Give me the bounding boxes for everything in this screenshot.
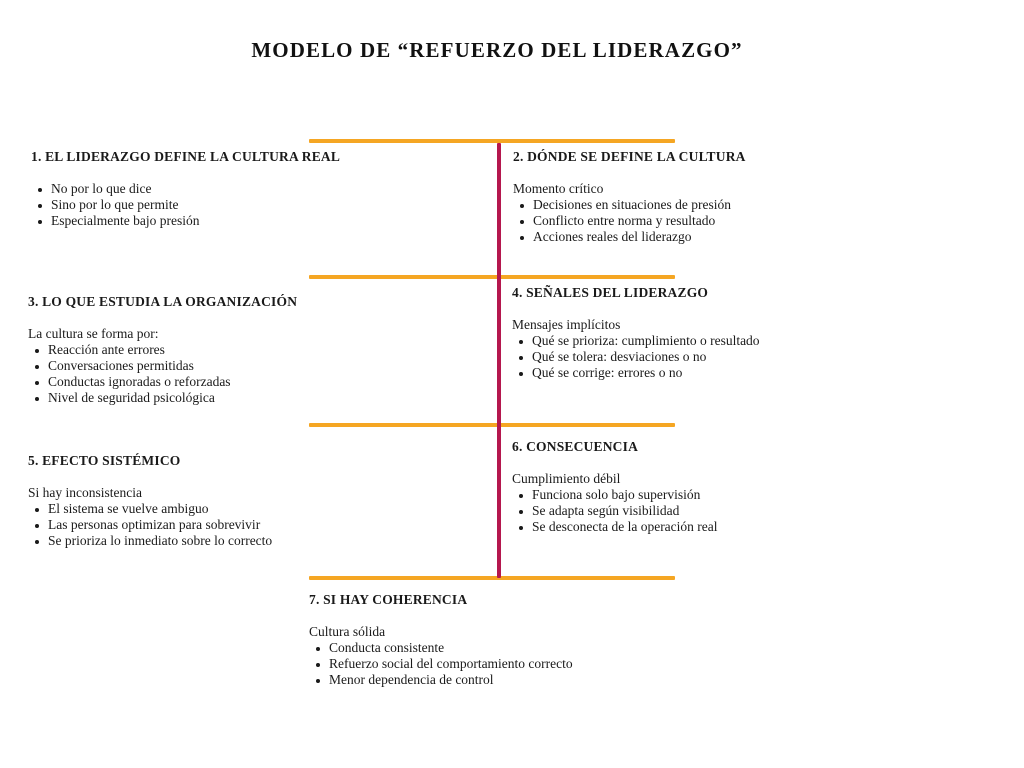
section-5-intro: Si hay inconsistencia	[28, 485, 142, 500]
section-7-list	[309, 640, 573, 688]
section-6-intro: Cumplimiento débil	[512, 471, 621, 486]
section-6	[512, 439, 718, 535]
section-5-list	[28, 501, 272, 549]
list-item: Conversaciones permitidas	[34, 358, 297, 374]
list-item: Sino por lo que permite	[37, 197, 340, 213]
section-2-intro: Momento crítico	[513, 181, 604, 196]
divider-line-2	[309, 275, 675, 279]
list-item: Se desconecta de la operación real	[518, 519, 718, 535]
page-title: MODELO DE “REFUERZO DEL LIDERAZGO”	[251, 38, 743, 62]
section-7-intro: Cultura sólida	[309, 624, 386, 639]
section-4-heading: 4. SEÑALES DEL LIDERAZGO	[512, 285, 709, 300]
list-item: Nivel de seguridad psicológica	[34, 390, 297, 406]
section-3-list	[28, 342, 297, 406]
section-6-heading: 6. CONSECUENCIA	[512, 439, 639, 454]
list-item: Menor dependencia de control	[315, 672, 573, 688]
divider-line-4	[309, 576, 675, 580]
list-item: Qué se corrige: errores o no	[518, 365, 760, 381]
list-item: No por lo que dice	[37, 181, 340, 197]
section-3-intro: La cultura se forma por:	[28, 326, 159, 341]
divider-line-1	[309, 139, 675, 143]
section-1-heading: 1. EL LIDERAZGO DEFINE LA CULTURA REAL	[31, 149, 341, 164]
list-item: Conflicto entre norma y resultado	[519, 213, 746, 229]
list-item: Acciones reales del liderazgo	[519, 229, 746, 245]
section-3	[28, 294, 297, 406]
list-item: Se adapta según visibilidad	[518, 503, 718, 519]
list-item: Qué se tolera: desviaciones o no	[518, 349, 760, 365]
section-1-list	[31, 181, 340, 229]
section-7	[309, 592, 573, 688]
list-item: Conductas ignoradas o reforzadas	[34, 374, 297, 390]
section-5-heading: 5. EFECTO SISTÉMICO	[28, 453, 181, 468]
section-2-heading: 2. DÓNDE SE DEFINE LA CULTURA	[513, 149, 746, 164]
section-7-heading: 7. SI HAY COHERENCIA	[309, 592, 468, 607]
list-item: Qué se prioriza: cumplimiento o resultado	[518, 333, 760, 349]
section-5	[28, 453, 272, 549]
list-item: Especialmente bajo presión	[37, 213, 340, 229]
section-2-list	[513, 197, 746, 245]
list-item: Decisiones en situaciones de presión	[519, 197, 746, 213]
section-1	[31, 149, 340, 229]
list-item: Funciona solo bajo supervisión	[518, 487, 718, 503]
section-4-intro: Mensajes implícitos	[512, 317, 621, 332]
divider-line-3	[309, 423, 675, 427]
list-item: El sistema se vuelve ambiguo	[34, 501, 272, 517]
section-4	[512, 285, 760, 381]
list-item: Conducta consistente	[315, 640, 573, 656]
list-item: Refuerzo social del comportamiento correcto	[315, 656, 573, 672]
section-6-list	[512, 487, 718, 535]
list-item: Se prioriza lo inmediato sobre lo correcto	[34, 533, 272, 549]
section-4-list	[512, 333, 760, 381]
section-3-heading: 3. LO QUE ESTUDIA LA ORGANIZACIÓN	[28, 294, 298, 309]
list-item: Reacción ante errores	[34, 342, 297, 358]
list-item: Las personas optimizan para sobrevivir	[34, 517, 272, 533]
section-2	[513, 149, 746, 245]
center-spine-line	[497, 143, 501, 578]
